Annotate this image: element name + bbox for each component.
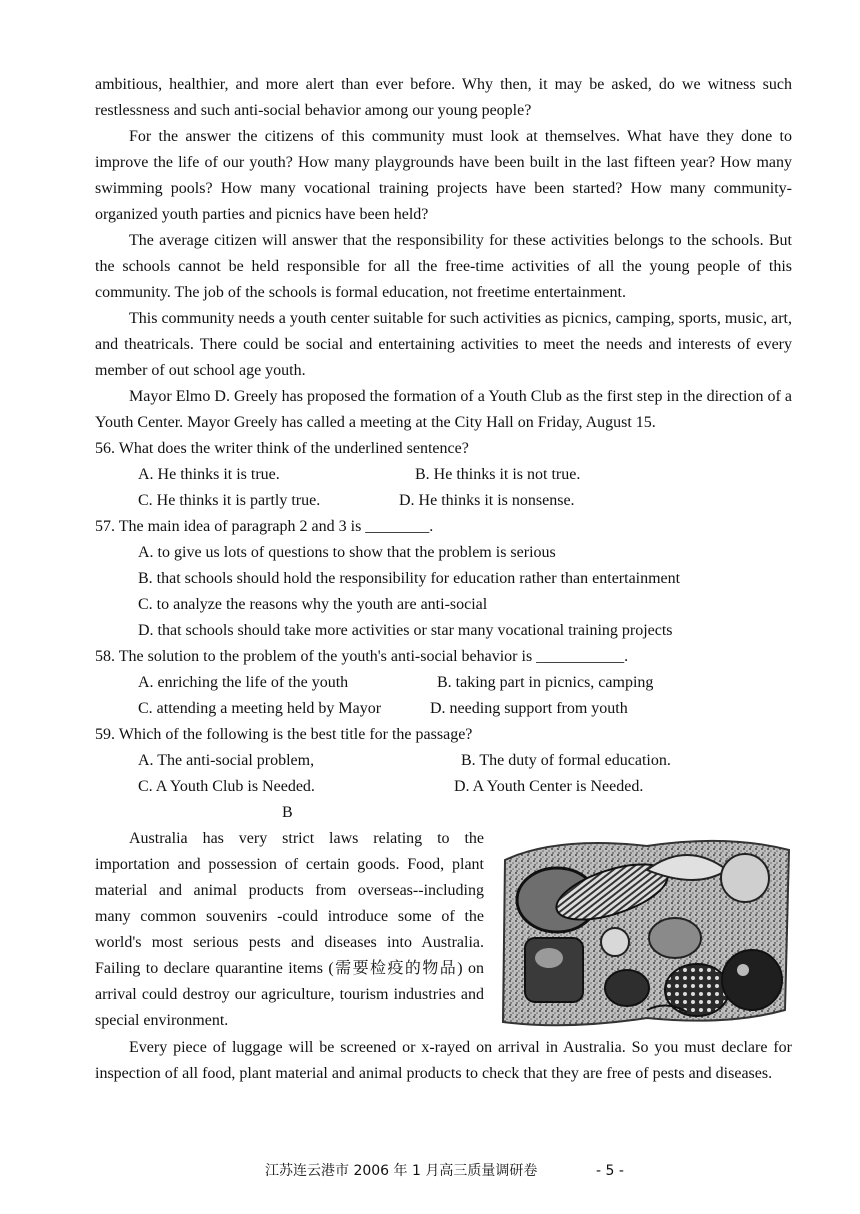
quarantine-items-illustration	[497, 830, 792, 1035]
question-56-stem: 56. What does the writer think of the underlined sentence?	[95, 440, 469, 457]
q57-option-a: A. to give us lots of questions to show that the problem is serious	[138, 544, 556, 561]
q59-option-a: A. The anti-social problem,	[138, 752, 315, 769]
q57-option-d: D. that schools should take more activities or star many vocational training projects	[138, 622, 673, 639]
q59-option-b: B. The duty of formal education.	[461, 752, 671, 769]
q59-option-c: C. A Youth Club is Needed.	[138, 778, 315, 795]
question-56-options-row1	[95, 462, 792, 488]
paragraph-2: For the answer the citizens of this community must look at themselves. What have they done to improve the life of our youth? How many playgrounds have been built in the last fifteen year? How many swimming pools? How many vocational training projects have been started? How many community-organized youth parties and picnics have been held?	[95, 128, 792, 223]
paragraph-1: ambitious, healthier, and more alert than ever before. Why then, it may be asked, do we witness such restlessness and such anti-social behavior among our young people?	[95, 76, 792, 119]
q56-option-d: D. He thinks it is nonsense.	[399, 492, 575, 509]
question-58-options-row1	[95, 670, 792, 696]
q56-option-c: C. He thinks it is partly true.	[138, 492, 321, 509]
section-b-paragraph-1: Australia has very strict laws relating to the importation and possession of certain goods. Food, plant material and animal products from overseas--including many common souvenirs -could introduce some of the world's most serious pests and diseases into Australia. Failing to declare quarantine items (需要检疫的物品) on arrival could destroy our agriculture, tourism industries and special environment.	[95, 830, 484, 1029]
q58-option-d: D. needing support from youth	[430, 700, 628, 717]
q58-option-c: C. attending a meeting held by Mayor	[138, 700, 382, 717]
document-page	[95, 72, 792, 1087]
section-b-paragraph-2: Every piece of luggage will be screened or x-rayed on arrival in Australia. So you must declare for inspection of all food, plant material and animal products to check that they are free of pests and diseases.	[95, 1039, 792, 1082]
question-57-stem: 57. The main idea of paragraph 2 and 3 is ________.	[95, 518, 434, 535]
q59-option-d: D. A Youth Center is Needed.	[454, 778, 644, 795]
q56-option-a: A. He thinks it is true.	[138, 466, 280, 483]
paragraph-5: Mayor Elmo D. Greely has proposed the formation of a Youth Club as the first step in the direction of a Youth Center. Mayor Greely has called a meeting at the City Hall on Friday, August 15.	[95, 388, 792, 431]
q58-option-a: A. enriching the life of the youth	[138, 674, 349, 691]
q56-option-b: B. He thinks it is not true.	[415, 466, 581, 483]
paragraph-3: The average citizen will answer that the responsibility for these activities belongs to the schools. But the schools cannot be held responsible for all the free-time activities of all the young people of this community. The job of the schools is formal education, not freetime entertainment.	[95, 232, 792, 301]
question-56-options-row2	[95, 488, 792, 514]
section-b-heading: B	[282, 804, 293, 821]
q57-option-c: C. to analyze the reasons why the youth are anti-social	[138, 596, 488, 613]
footer-title: 江苏连云港市 2006 年 1 月高三质量调研卷	[265, 1163, 538, 1179]
page-number: - 5 -	[596, 1163, 624, 1179]
q58-option-b: B. taking part in picnics, camping	[437, 674, 654, 691]
question-59-options-row2	[95, 774, 792, 800]
paragraph-4: This community needs a youth center suitable for such activities as picnics, camping, sports, music, art, and theatricals. There could be social and entertaining activities to meet the needs and interests of every member of out school age youth.	[95, 310, 792, 379]
question-59-options-row1	[95, 748, 792, 774]
section-b-intro	[95, 826, 792, 1035]
q57-option-b: B. that schools should hold the responsibility for education rather than entertainment	[138, 570, 681, 587]
question-58-stem: 58. The solution to the problem of the youth's anti-social behavior is ___________.	[95, 648, 629, 665]
question-58-options-row2	[95, 696, 792, 722]
question-59-stem: 59. Which of the following is the best title for the passage?	[95, 726, 473, 743]
